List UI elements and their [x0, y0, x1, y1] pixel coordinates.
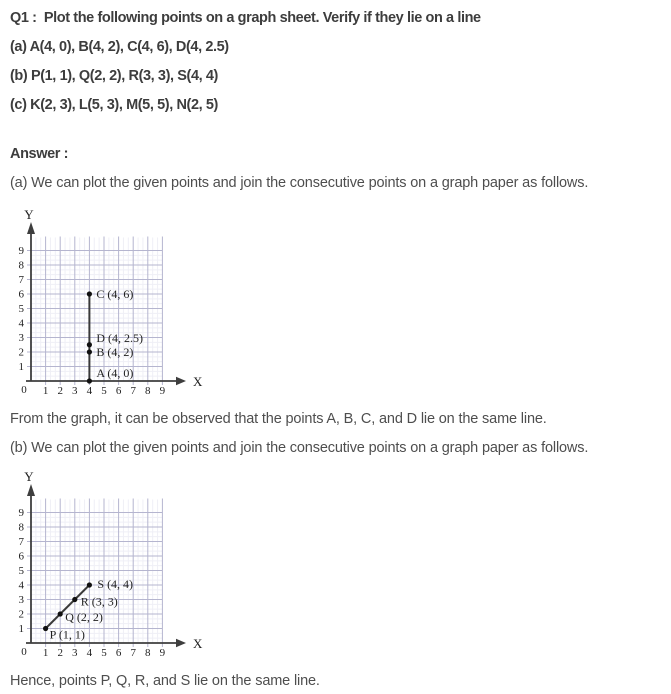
y-tick-label: 8: [18, 259, 24, 272]
x-tick-label: 2: [57, 647, 63, 659]
x-tick-label: 3: [72, 385, 78, 397]
point-label: B (4, 2): [96, 345, 134, 359]
x-tick-label: 5: [101, 385, 107, 397]
y-tick-label: 3: [18, 332, 24, 344]
x-tick-label: 8: [145, 647, 151, 659]
x-tick-label: 8: [145, 385, 151, 397]
y-axis-label: Y: [24, 469, 34, 484]
x-tick-label: 5: [101, 647, 107, 659]
x-tick-label: 4: [86, 385, 93, 397]
data-point: [43, 626, 48, 631]
data-point: [87, 291, 92, 296]
y-tick-label: 7: [18, 274, 24, 286]
y-tick-label: 9: [18, 245, 24, 257]
y-tick-label: 6: [18, 288, 24, 301]
x-tick-label: 6: [115, 385, 122, 397]
data-point: [58, 611, 63, 616]
data-point: [87, 349, 92, 354]
y-tick-label: 7: [18, 536, 24, 548]
question-part-c: (c) K(2, 3), L(5, 3), M(5, 5), N(2, 5): [10, 97, 218, 113]
origin-label: 0: [21, 384, 27, 396]
point-label: S (4, 4): [97, 577, 134, 591]
y-tick-label: 1: [18, 623, 24, 635]
data-point: [87, 582, 92, 587]
x-tick-label: 2: [57, 385, 63, 397]
x-axis-arrow-icon: [176, 377, 186, 385]
x-tick-label: 6: [115, 647, 122, 659]
x-tick-label: 1: [42, 647, 49, 659]
y-tick-label: 4: [18, 317, 24, 330]
y-tick-label: 4: [18, 579, 24, 592]
data-point: [87, 342, 92, 347]
answer-intro-a: (a) We can plot the given points and join the consecutive points on a graph paper as follows.: [10, 175, 589, 191]
question-part-a: (a) A(4, 0), B(4, 2), C(4, 6), D(4, 2.5): [10, 39, 229, 55]
x-axis-label: X: [193, 636, 203, 651]
x-tick-label: 1: [42, 385, 49, 397]
data-point: [72, 597, 77, 602]
x-tick-label: 3: [72, 647, 78, 659]
conclusion-b: Hence, points P, Q, R, and S lie on the same line.: [10, 673, 320, 689]
y-tick-label: 5: [18, 565, 24, 577]
y-tick-label: 5: [18, 303, 24, 315]
x-tick-label: 7: [130, 385, 136, 397]
x-tick-label: 7: [130, 647, 136, 659]
y-axis-label: Y: [24, 207, 34, 222]
data-point: [87, 378, 92, 383]
observation-a: From the graph, it can be observed that the points A, B, C, and D lie on the same line.: [10, 411, 547, 427]
point-label: D (4, 2.5): [96, 330, 144, 345]
point-label: R (3, 3): [80, 594, 118, 609]
y-tick-label: 1: [18, 361, 24, 373]
graph-a: [10, 205, 215, 399]
answer-heading: Answer :: [10, 146, 69, 162]
graph-b: [10, 462, 215, 662]
x-tick-label: 4: [86, 647, 93, 659]
y-tick-label: 2: [18, 346, 24, 359]
x-tick-label: 9: [159, 385, 166, 397]
y-tick-label: 9: [18, 507, 24, 519]
y-tick-label: 2: [18, 608, 24, 621]
x-tick-label: 9: [159, 647, 166, 659]
x-axis-arrow-icon: [176, 639, 186, 647]
y-tick-label: 3: [18, 594, 24, 606]
point-label: A (4, 0): [96, 366, 134, 380]
point-label: P (1, 1): [49, 627, 85, 642]
origin-label: 0: [21, 646, 27, 658]
y-tick-label: 6: [18, 550, 24, 563]
y-axis-arrow-icon: [27, 222, 35, 234]
question-part-b: (b) P(1, 1), Q(2, 2), R(3, 3), S(4, 4): [10, 68, 218, 84]
point-label: C (4, 6): [96, 287, 134, 301]
y-axis-arrow-icon: [27, 484, 35, 496]
point-label: Q (2, 2): [65, 610, 103, 624]
question-heading: Q1 : Plot the following points on a graph sheet. Verify if they lie on a line: [10, 10, 481, 26]
y-tick-label: 8: [18, 521, 24, 534]
answer-intro-b: (b) We can plot the given points and join the consecutive points on a graph paper as follows.: [10, 440, 589, 456]
x-axis-label: X: [193, 374, 203, 389]
